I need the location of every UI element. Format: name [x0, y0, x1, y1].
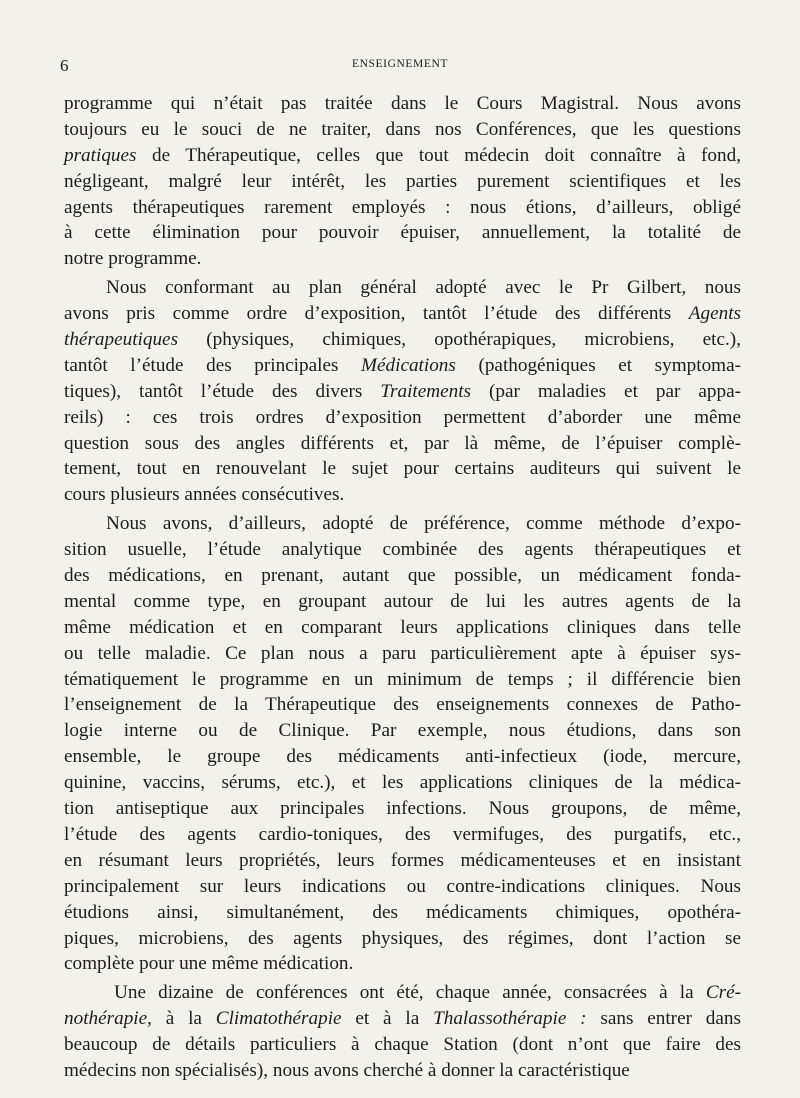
text-line: tement, tout en renouvelant le sujet pour certains auditeurs qui suivent le [64, 458, 741, 480]
text-line: quinine, vaccins, sérums, etc.), et les applications cliniques de la médica- [64, 772, 741, 794]
text-line: agents thérapeutiques rarement employés : nous étions, d’ailleurs, obligé [64, 196, 741, 218]
text-line: nothérapie, à la Climatothérapie et à la Thalassothérapie : sans entrer dans [64, 1008, 741, 1030]
text-line: tématiquement le programme en un minimum de temps ; il différencie bien [64, 668, 741, 690]
text-line: ensemble, le groupe des médicaments anti-infectieux (iode, mercure, [64, 746, 741, 768]
text-line: Nous conformant au plan général adopté avec le Pr Gilbert, nous [106, 277, 741, 299]
italic-term: Climatothérapie [215, 1008, 342, 1030]
text-line: Une dizaine de conférences ont été, chaque année, consacrées à la Cré- [114, 982, 741, 1004]
italic-term: Médications [361, 354, 456, 376]
text-line: même médication et en comparant leurs applications cliniques dans telle [64, 616, 741, 638]
text-line: tantôt l’étude des principales Médications (pathogéniques et symptoma- [64, 354, 741, 376]
text-line: à cette élimination pour pouvoir épuiser, annuellement, la totalité de [64, 222, 741, 244]
text-line: piques, microbiens, des agents physiques, des régimes, dont l’action se [64, 927, 741, 949]
text-line: principalement sur leurs indications ou contre-indications cliniques. Nous [64, 875, 741, 897]
italic-term: Traitements [380, 380, 472, 402]
text-line: étudions ainsi, simultanément, des médicaments chimiques, opothéra- [64, 901, 741, 923]
text-line: reils) : ces trois ordres d’exposition permettent d’aborder une même [64, 406, 741, 428]
text-line: ou telle maladie. Ce plan nous a paru particulièrement apte à épuiser sys- [64, 642, 741, 664]
text-line: l’étude des agents cardio-toniques, des vermifuges, des purgatifs, etc., [64, 823, 741, 845]
italic-term: Agents [688, 303, 741, 325]
text-line: en résumant leurs propriétés, leurs formes médicamenteuses et en insistant [64, 849, 741, 871]
running-head: ENSEIGNEMENT [352, 58, 448, 70]
text-line: tion antiseptique aux principales infections. Nous groupons, de même, [64, 798, 741, 820]
text-line: question sous des angles différents et, par là même, de l’épuiser complè- [64, 432, 741, 454]
text-line: mental comme type, en groupant autour de lui les autres agents de la [64, 590, 741, 612]
text-line: toujours eu le souci de ne traiter, dans nos Conférences, que les questions [64, 118, 741, 140]
page-number: 6 [60, 56, 69, 75]
body-text [64, 91, 741, 1087]
text-line: beaucoup de détails particuliers à chaque Station (dont n’ont que faire des [64, 1034, 741, 1056]
text-line: thérapeutiques (physiques, chimiques, opothérapiques, microbiens, etc.), [64, 329, 741, 351]
text-line: Nous avons, d’ailleurs, adopté de préférence, comme méthode d’expo- [106, 513, 741, 535]
text-line: négligeant, malgré leur intérêt, les parties purement scientifiques et les [64, 170, 741, 192]
text-line: pratiques de Thérapeutique, celles que tout médecin doit connaître à fond, [64, 144, 741, 166]
text-line: complète pour une même médication. [64, 953, 354, 975]
italic-term: Thalassothérapie : [433, 1008, 587, 1030]
italic-term: nothérapie [64, 1008, 148, 1030]
italic-term: thérapeutiques [64, 329, 179, 351]
italic-term: Cré- [705, 982, 741, 1004]
text-line: notre programme. [64, 248, 202, 270]
text-line: l’enseignement de la Thérapeutique des enseignements connexes de Patho- [64, 694, 741, 716]
italic-term: pratiques [64, 144, 137, 166]
page-header [60, 56, 740, 80]
text-line: avons pris comme ordre d’exposition, tantôt l’étude des différents Agents [64, 303, 741, 325]
text-line: cours plusieurs années consécutives. [64, 484, 345, 506]
text-line: logie interne ou de Clinique. Par exemple, nous étudions, dans son [64, 720, 741, 742]
text-line: des médications, en prenant, autant que possible, un médicament fonda- [64, 565, 741, 587]
text-line: tiques), tantôt l’étude des divers Traitements (par maladies et par appa- [64, 380, 741, 402]
text-line: sition usuelle, l’étude analytique combinée des agents thérapeutiques et [64, 539, 741, 561]
text-line: médecins non spécialisés), nous avons cherché à donner la caractéristique [64, 1059, 630, 1081]
text-line: programme qui n’était pas traitée dans le Cours Magistral. Nous avons [64, 93, 741, 114]
